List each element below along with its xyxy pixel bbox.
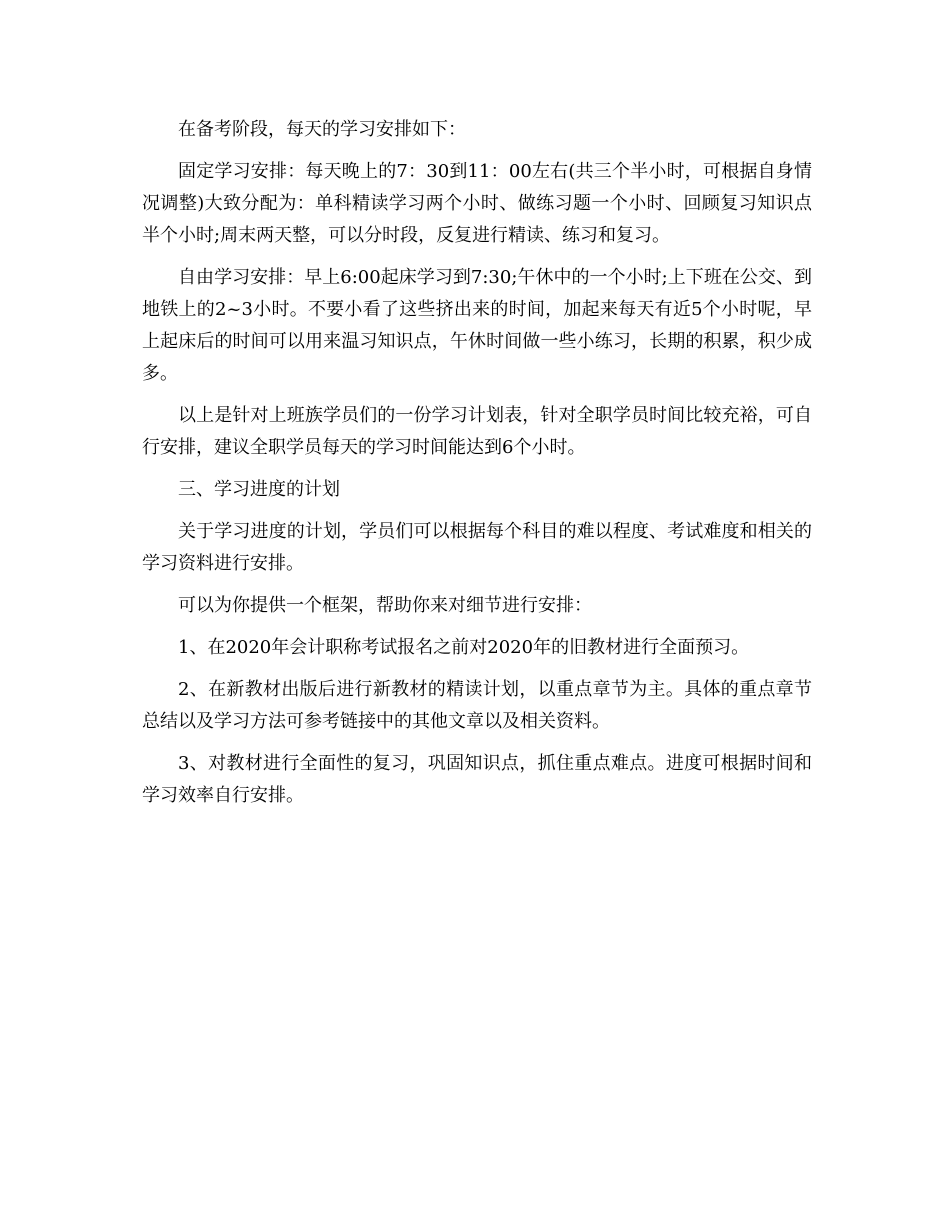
list-item-step-1: 1、在2020年会计职称考试报名之前对2020年的旧教材进行全面预习。: [178, 637, 750, 658]
paragraph-fixed-study-schedule: 固定学习安排：每天晚上的7：30到11：00左右(共三个半小时，可根据自身情况调整)大致分配为：单科精读学习两个小时、做练习题一个小时、回顾复习知识点半个小时;周末两天整，可以分时段，反复进行精读、练习和复习。: [142, 161, 812, 246]
paragraph-framework-intro: 可以为你提供一个框架，帮助你来对细节进行安排：: [178, 595, 592, 616]
paragraph-daily-schedule-intro: 在备考阶段，每天的学习安排如下：: [178, 119, 466, 140]
document-body: [142, 114, 812, 822]
paragraph-free-study-schedule: 自由学习安排：早上6:00起床学习到7:30;午休中的一个小时;上下班在公交、到地铁上的2~3小时。不要小看了这些挤出来的时间，加起来每天有近5个小时呢，早上起床后的时间可以用来温习知识点，午休时间做一些小练习，长期的积累，积少成多。: [142, 267, 812, 384]
list-item-step-2: 2、在新教材出版后进行新教材的精读计划，以重点章节为主。具体的重点章节总结以及学习方法可参考链接中的其他文章以及相关资料。: [142, 679, 812, 732]
section-heading-progress-plan: 三、学习进度的计划: [178, 479, 340, 500]
list-item-step-3: 3、对教材进行全面性的复习，巩固知识点，抓住重点难点。进度可根据时间和学习效率自行安排。: [142, 753, 812, 806]
paragraph-progress-plan-intro: 关于学习进度的计划，学员们可以根据每个科目的难以程度、考试难度和相关的学习资料进行安排。: [142, 521, 812, 574]
paragraph-fulltime-students: 以上是针对上班族学员们的一份学习计划表，针对全职学员时间比较充裕，可自行安排，建议全职学员每天的学习时间能达到6个小时。: [142, 405, 812, 458]
